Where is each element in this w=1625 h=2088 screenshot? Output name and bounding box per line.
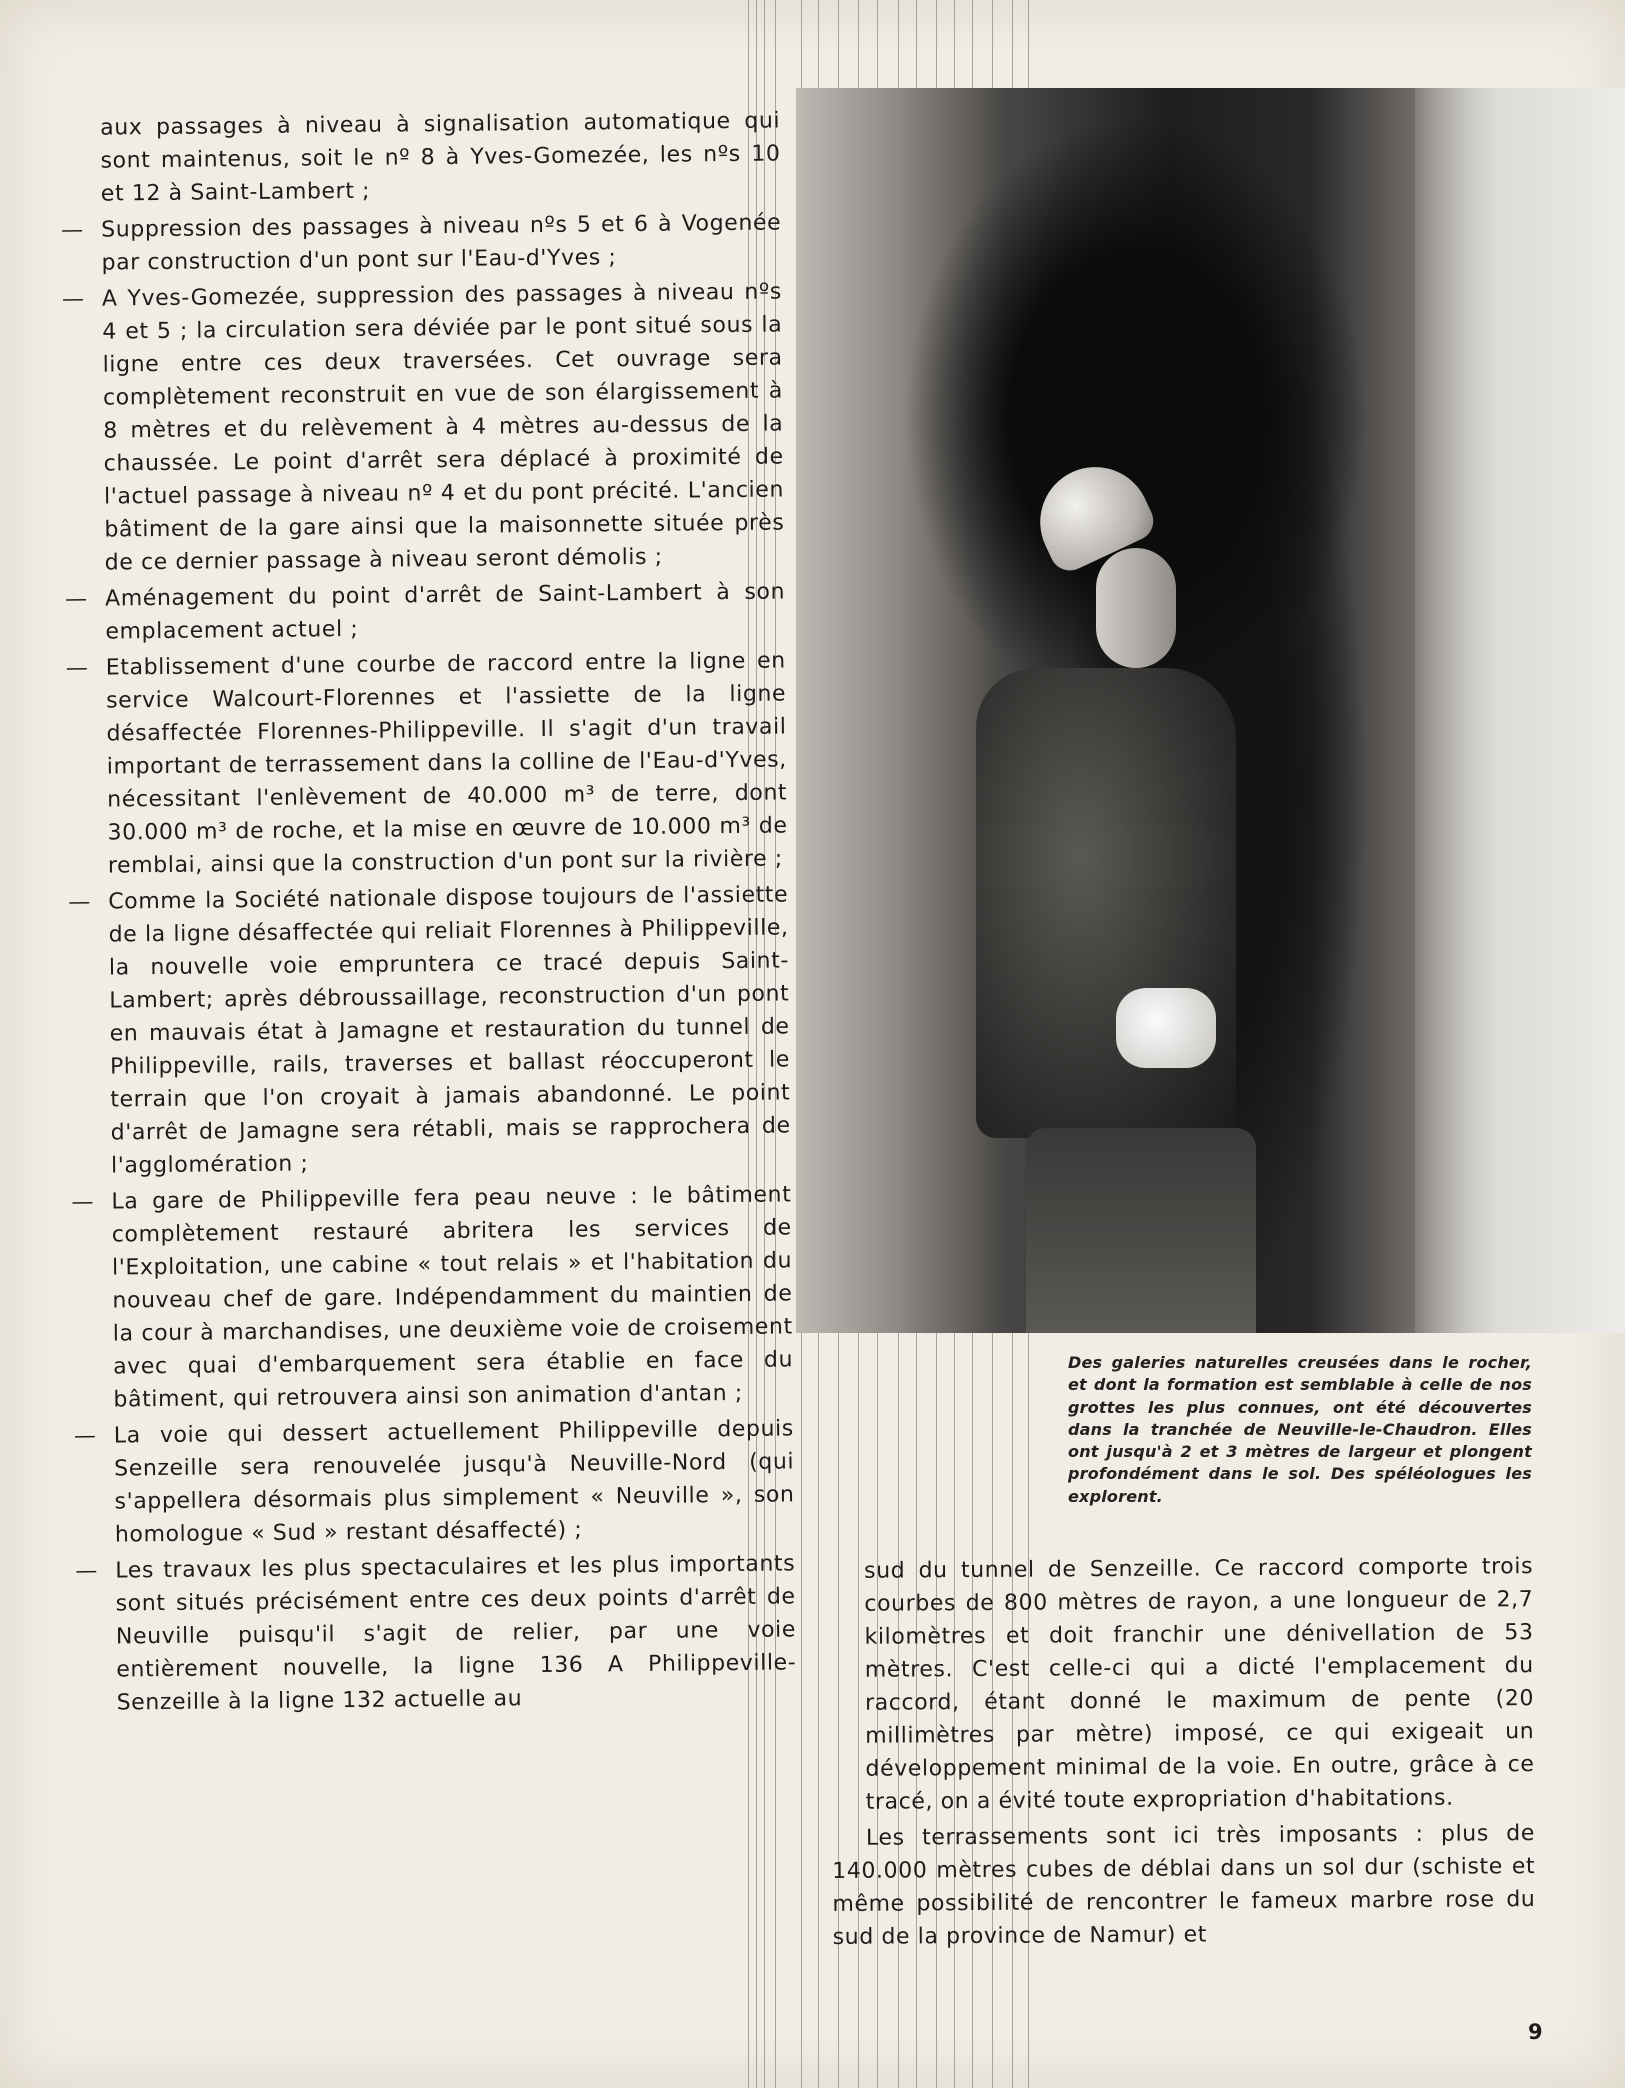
list-item-text: La voie qui dessert actuellement Philippeville depuis Senzeille sera renouvelée jusqu'à Neuville-Nord (qui s'appellera désormais plus simplement « Neuville », son homologue « Sud » restant désaffecté) ; — [113, 1416, 795, 1548]
rock-wall — [1415, 88, 1625, 1333]
list-dash: — — [68, 889, 92, 915]
list-item — [74, 1412, 795, 1552]
list-item — [62, 275, 785, 580]
list-dash: — — [65, 655, 89, 681]
list-item-text: Comme la Société nationale dispose toujours de l'assiette de la ligne désaffectée qui reliait Florennes à Philippeville, la nouvelle voie empruntera ce tracé depuis Saint-Lambert; après débroussaillage, reconstruction d'un pont en mauvais état à Jamagne et restauration du tunnel de Philippeville, rails, traverses et ballast réoccuperont le terrain que l'on croyait à jamais abandonné. Le point d'arrêt de Jamagne sera rétabli, mais se rapprochera de l'agglomération ; — [108, 882, 791, 1179]
miner-figure — [976, 668, 1236, 1138]
list-item — [68, 878, 791, 1183]
list-item-text: Les travaux les plus spectaculaires et les plus importants sont situés précisément entre ces deux points d'arrêt de Neuville puisqu'il s'agit de relier, par une voie entièrement nouvelle, la ligne 136 A Philippeville-Senzeille à la ligne 132 actuelle au — [115, 1551, 797, 1716]
paragraph-continuation — [60, 104, 781, 211]
list-item — [66, 644, 788, 883]
page-number: 9 — [1528, 2020, 1543, 2044]
paragraph: Les terrassements sont ici très imposants : plus de 140.000 mètres cubes de déblai dans un sol dur (schiste et même possibilité de rencontrer le fameux marbre rose du sud de la province de Namur) et — [832, 1821, 1536, 1950]
left-text-column — [60, 104, 797, 1722]
photo-caption: Des galeries naturelles creusées dans le rocher, et dont la formation est semblable à celle de nos grottes les plus connues, ont été découvertes dans la tranchée de Neuville-le-Chaudron. Elles ont jusqu'à 2 et 3 mètres de largeur et plongent profondément dans le sol. Des spéléologues les explorent. — [1068, 1353, 1532, 1506]
list-item-text: Aménagement du point d'arrêt de Saint-Lambert à son emplacement actuel ; — [104, 579, 786, 645]
paragraph-text: aux passages à niveau à signalisation automatique qui sont maintenus, soit le nº 8 à Yves-Gomezée, les nºs 10 et 12 à Saint-Lambert ; — [100, 108, 781, 207]
list-item — [71, 1178, 793, 1417]
list-dash: — — [61, 217, 84, 243]
list-dash: — — [64, 586, 88, 612]
miner-face — [1096, 548, 1176, 668]
list-dash: — — [73, 1423, 97, 1449]
list-item — [65, 575, 786, 649]
list-dash: — — [61, 286, 85, 312]
list-dash: — — [75, 1558, 99, 1584]
miner-legs — [1026, 1128, 1256, 1333]
right-text-column — [830, 1550, 1536, 1957]
list-item-text: Etablissement d'une courbe de raccord entre la ligne en service Walcourt-Florennes et l'assiette de la ligne désaffectée Florennes-Philippeville. Il s'agit d'un travail important de terrassement dans la colline de l'Eau-d'Yves, nécessitant l'enlèvement de 40.000 m³ de terre, dont 30.000 m³ de roche, et la mise en œuvre de 10.000 m³ de remblai, ainsi que la construction d'un pont sur la rivière ; — [105, 648, 788, 879]
glove — [1116, 988, 1216, 1068]
paragraph: sud du tunnel de Senzeille. Ce raccord comporte trois courbes de 800 mètres de rayon, a une longueur de 2,7 kilomètres et doit franchir une dénivellation de 53 mètres. C'est celle-ci qui a dicté l'emplacement du raccord, étant donné le maximum de pente (20 millimètres par mètre) imposé, ce qui exigeait un développement minimal de la voie. En outre, grâce à ce tracé, on a évité toute expropriation d'habitations. — [864, 1554, 1535, 1815]
miner-in-cave-photo — [796, 88, 1625, 1333]
list-item — [75, 1547, 797, 1720]
list-item-text: La gare de Philippeville fera peau neuve : le bâtiment complètement restauré abritera les services de l'Exploitation, une cabine « tout relais » et l'habitation du nouveau chef de gare. Indépendamment du maintien de la cour à marchandises, une deuxième voie de croisement avec quai d'embarquement sera établie en face du bâtiment, qui retrouvera ainsi son animation d'antan ; — [111, 1182, 794, 1413]
list-item-text: Suppression des passages à niveau nºs 5 et 6 à Vogenée par construction d'un pont sur l'Eau-d'Yves ; — [101, 210, 782, 276]
list-item — [61, 206, 782, 280]
list-item-text: A Yves-Gomezée, suppression des passages à niveau nºs 4 et 5 ; la circulation sera déviée par le pont situé sous la ligne entre ces deux traversées. Cet ouvrage sera complètement reconstruit en vue de son élargissement à 8 mètres et du relèvement à 4 mètres au-dessus de la chaussée. Le point d'arrêt sera déplacé à proximité de l'actuel passage à niveau nº 4 et du pont précité. L'ancien bâtiment de la gare ainsi que la maisonnette située près de ce dernier passage à niveau seront démolis ; — [101, 279, 785, 576]
list-dash: — — [71, 1189, 95, 1215]
